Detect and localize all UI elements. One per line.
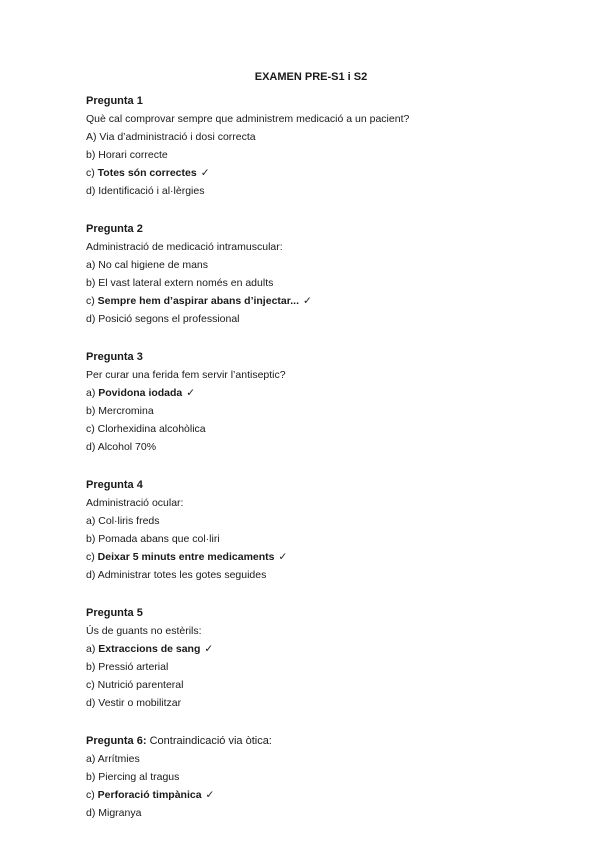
correct-answer-text: Deixar 5 minuts entre medicaments	[97, 551, 275, 563]
answer-option	[86, 438, 546, 456]
question-label: Pregunta 5	[86, 607, 143, 619]
option-text: Pomada abans que col·liri	[98, 533, 220, 545]
answer-option	[86, 146, 546, 164]
page-title: EXAMEN PRE-S1 i S2	[254, 71, 368, 83]
option-prefix: A)	[86, 131, 100, 143]
option-prefix: d)	[86, 807, 99, 819]
option-prefix: b)	[86, 149, 99, 161]
question-block	[86, 221, 546, 328]
option-text: Clorhexidina alcohòlica	[97, 423, 206, 435]
question-block	[86, 477, 546, 584]
option-prefix: c)	[86, 679, 98, 691]
question-text: Què cal comprovar sempre que administrem medicació a un pacient?	[86, 113, 410, 125]
answer-option	[86, 182, 546, 200]
questions-list	[86, 93, 546, 822]
check-mark-icon: ✓	[205, 789, 215, 801]
question-text: Per curar una ferida fem servir l’antiseptic?	[86, 369, 286, 381]
option-prefix: b)	[86, 771, 99, 783]
option-text: Alcohol 70%	[97, 441, 157, 453]
option-text: Horari correcte	[98, 149, 168, 161]
answer-option	[86, 676, 546, 694]
exam-page	[86, 70, 546, 822]
option-text: Vestir o mobilitzar	[98, 697, 182, 709]
check-mark-icon: ✓	[303, 295, 312, 307]
option-text: Identificació i al·lèrgies	[98, 185, 205, 197]
correct-answer-text: Extraccions de sang	[98, 643, 201, 655]
option-prefix: c)	[86, 423, 98, 435]
option-prefix: a)	[86, 753, 98, 765]
answer-option	[86, 640, 546, 658]
question-label: Pregunta 3	[86, 351, 143, 363]
answer-option	[86, 310, 546, 328]
answer-option	[86, 658, 546, 676]
answer-option	[86, 786, 546, 804]
option-prefix: b)	[86, 661, 99, 673]
question-block	[86, 605, 546, 712]
question-block	[86, 93, 546, 200]
option-text: El vast lateral extern només en adults	[98, 277, 274, 289]
option-text: Via d’administració i dosi correcta	[99, 131, 256, 143]
answer-option	[86, 530, 546, 548]
answer-option	[86, 566, 546, 584]
option-prefix: c)	[86, 295, 98, 307]
option-prefix: b)	[86, 277, 99, 289]
question-text: Administració ocular:	[86, 497, 184, 509]
option-prefix: b)	[86, 533, 99, 545]
question-label: Pregunta 1	[86, 95, 143, 107]
answer-option	[86, 256, 546, 274]
option-text: Administrar totes les gotes seguides	[97, 569, 267, 581]
question-block	[86, 733, 546, 822]
option-text: Nutrició parenteral	[97, 679, 184, 691]
question-text: Contraindicació via òtica:	[149, 735, 272, 747]
answer-option	[86, 694, 546, 712]
correct-answer-text: Sempre hem d’aspirar abans d’injectar...	[97, 295, 300, 307]
option-prefix: d)	[86, 569, 98, 581]
question-text: Administració de medicació intramuscular:	[86, 241, 283, 253]
question-label: Pregunta 2	[86, 223, 143, 235]
option-text: No cal higiene de mans	[98, 259, 208, 271]
option-prefix: a)	[86, 259, 99, 271]
option-prefix: c)	[86, 551, 98, 563]
answer-option	[86, 768, 546, 786]
option-prefix: d)	[86, 313, 99, 325]
question-label: Pregunta 6:	[86, 735, 147, 747]
option-text: Mercromina	[98, 405, 154, 417]
option-prefix: c)	[86, 789, 98, 801]
answer-option	[86, 128, 546, 146]
option-text: Col·liris freds	[98, 515, 160, 527]
question-label: Pregunta 4	[86, 479, 143, 491]
answer-option	[86, 402, 546, 420]
correct-answer-text: Totes són correctes	[97, 167, 197, 179]
option-prefix: d)	[86, 441, 98, 453]
option-prefix: d)	[86, 697, 99, 709]
check-mark-icon: ✓	[186, 387, 196, 399]
check-mark-icon: ✓	[204, 643, 214, 655]
option-prefix: a)	[86, 387, 99, 399]
question-text: Ús de guants no estèrils:	[86, 625, 202, 637]
option-text: Pressió arterial	[98, 661, 169, 673]
answer-option	[86, 292, 546, 310]
answer-option	[86, 384, 546, 402]
answer-option	[86, 548, 546, 566]
answer-option	[86, 804, 546, 822]
answer-option	[86, 420, 546, 438]
option-text: Arrítmies	[97, 753, 140, 765]
question-block	[86, 349, 546, 456]
option-prefix: a)	[86, 643, 99, 655]
check-mark-icon: ✓	[278, 551, 288, 563]
answer-option	[86, 512, 546, 530]
option-prefix: c)	[86, 167, 98, 179]
answer-option	[86, 274, 546, 292]
question-header	[86, 733, 546, 750]
option-prefix: d)	[86, 185, 99, 197]
option-prefix: a)	[86, 515, 99, 527]
check-mark-icon: ✓	[200, 167, 210, 179]
option-text: Migranya	[98, 807, 142, 819]
answer-option	[86, 164, 546, 182]
correct-answer-text: Perforació timpànica	[97, 789, 202, 801]
option-text: Piercing al tragus	[98, 771, 180, 783]
option-prefix: b)	[86, 405, 99, 417]
correct-answer-text: Povidona iodada	[98, 387, 183, 399]
option-text: Posició segons el professional	[98, 313, 240, 325]
answer-option	[86, 750, 546, 768]
